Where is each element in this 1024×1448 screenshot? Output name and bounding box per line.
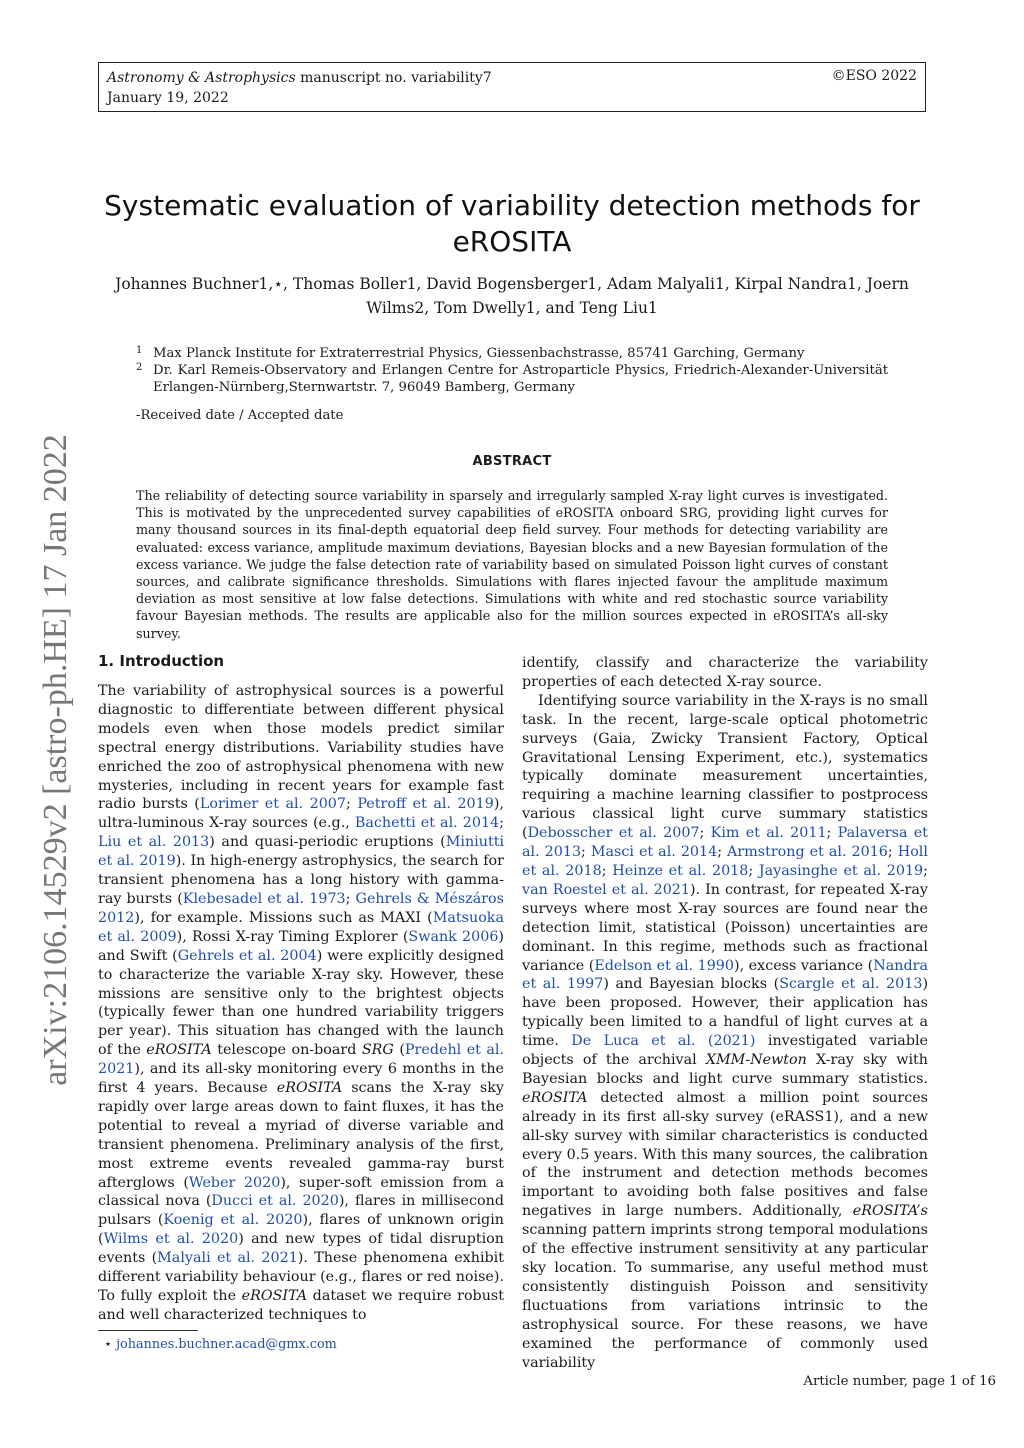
citation-link[interactable]: Nandra et al. 1997 (522, 957, 928, 993)
paper-title: Systematic evaluation of variability detection methods for eROSITA (104, 189, 920, 258)
text-run: ; (499, 815, 504, 832)
manuscript-header-left (107, 68, 492, 108)
citation-link[interactable]: Weber 2020 (188, 1174, 281, 1191)
intro-paragraph-1 (98, 682, 504, 1325)
text-run: ), super-soft emission from a classical nova ( (98, 1174, 505, 1210)
citation-link[interactable]: Wilms et al. 2020 (103, 1231, 239, 1248)
citation-link[interactable]: Armstrong et al. 2016 (727, 844, 888, 861)
copyright: ©ESO 2022 (831, 68, 917, 84)
text-run: scans the X-ray sky rapidly over large areas down to faint fluxes, it has the potential to reveal a myriad of diverse variable and transient phenomena. Preliminary analysis of the first, most extreme events revealed gamma-ray burst afterglows ( (98, 1080, 504, 1191)
author-line-2: Wilms2, Tom Dwelly1, and Teng Liu1 (366, 299, 658, 317)
citation-link[interactable]: Debosscher et al. 2007 (527, 825, 700, 842)
text-run: ), excess variance ( (734, 957, 874, 974)
abstract-text: The reliability of detecting source variability in sparsely and irregularly sampled X-ray light curves is investigated. This is motivated by the unprecedented survey capabilities of eROSITA onboard SRG, providing light curves for many thousand sources in its final-depth equatorial deep field survey. Four methods for detecting variability are evaluated: excess variance, amplitude maximum deviations, Bayesian blocks and a new Bayesian formulation of the excess variance. We judge the false detection rate of variability based on simulated Poisson light curves of constant sources, and calibrate significance thresholds. Simulations with flares injected favour the amplitude maximum deviation as most sensitive at low false detections. Simulations with white and red stochastic source variability favour Bayesian methods. The results are applicable also for the million sources expected in eROSITA’s all-sky survey. (136, 488, 888, 641)
italic-term: eROSITA (241, 1288, 308, 1304)
text-run: ) have been proposed. However, their application has typically been limited to a handful of light curves at a time. (522, 976, 929, 1050)
text-run: ; (601, 862, 613, 879)
citation-link[interactable]: van Roestel et al. 2021 (522, 881, 690, 898)
citation-link[interactable]: Jayasinghe et al. 2019 (758, 862, 924, 879)
text-run: ), and its all-sky monitoring every 6 months in the first 4 years. Because (98, 1061, 504, 1097)
text-run: ) and quasi-periodic eruptions ( (209, 834, 446, 851)
manuscript-date: January 19, 2022 (107, 90, 229, 106)
text-run: ; (699, 825, 711, 842)
text-run: ). In high-energy astrophysics, the search for transient phenomena has a long history with gamma-ray bursts ( (98, 853, 504, 907)
text-run: ), ultra-luminous X-ray sources (e.g., (98, 796, 504, 832)
italic-term: eROSITA’s (852, 1203, 928, 1220)
citation-link[interactable]: Miniutti et al. 2019 (98, 834, 505, 870)
author-line-1: Johannes Buchner1,⋆, Thomas Boller1, David Bogensberger1, Adam Malyali1, Kirpal Nandra1, Joern (115, 275, 909, 293)
citation-link[interactable]: Matsuoka et al. 2009 (98, 909, 504, 945)
text-run: ) and Bayesian blocks ( (603, 976, 780, 993)
citation-link[interactable]: Palaversa et al. 2013 (522, 825, 928, 861)
text-run: ), for example. Missions such as MAXI ( (134, 909, 433, 926)
citation-link[interactable]: Gehrels & Mészáros 2012 (98, 890, 504, 926)
italic-term: SRG (361, 1042, 394, 1059)
footnote-rule (98, 1330, 198, 1331)
text-run: The variability of astrophysical sources is a powerful diagnostic to differentiate between different physical models even when those models predict similar spectral energy distributions. Variability studies have enriched the zoo of astrophysical phenomena with new mysteries, including in recent years for example fast radio bursts ( (98, 683, 504, 813)
text-run: ; (717, 844, 728, 861)
citation-link[interactable]: Masci et al. 2014 (590, 844, 718, 861)
arxiv-stamp: arXiv:2106.14529v2 [astro-ph.HE] 17 Jan 2022 (37, 434, 74, 1086)
journal-name: Astronomy & Astrophysics (107, 70, 296, 86)
italic-term: eROSITA (276, 1080, 343, 1097)
manuscript-header-box (98, 62, 926, 112)
intro-paragraph-2 (522, 692, 928, 1373)
text-run: scanning pattern imprints strong temporal modulations of the effective instrument sensitivity at any particular sky location. To summarise, any useful method must consistently distinguish Poisson and sensitivity fluctuations from variations intrinsic to the astrophysical source. For these reasons, we have examined the performance of commonly used variability (522, 1222, 928, 1371)
received-date: -Received date / Accepted date (136, 408, 344, 423)
citation-link[interactable]: Heinze et al. 2018 (612, 862, 749, 879)
text-run: ). In contrast, for repeated X-ray surveys where most X-ray sources are found near the detection limit, statistical (Poisson) uncertainties are dominant. In this regime, methods such as fractional variance ( (522, 881, 928, 974)
citation-link[interactable]: Predehl et al. 2021 (98, 1042, 505, 1078)
citation-link[interactable]: Petroff et al. 2019 (357, 796, 494, 813)
citation-link[interactable]: Lorimer et al. 2007 (199, 796, 346, 813)
citation-link[interactable]: Swank 2006 (408, 928, 499, 945)
text-run: X-ray sky with Bayesian blocks and light curve summary statistics. (522, 1052, 928, 1087)
text-run: investigated variable objects of the archival (522, 1033, 928, 1069)
citation-link[interactable]: Koenig et al. 2020 (163, 1212, 303, 1229)
text-run: ( (393, 1042, 405, 1059)
affiliation-number: 1 (136, 345, 143, 356)
affiliation-number: 2 (136, 362, 143, 373)
italic-term: eROSITA (146, 1042, 212, 1059)
footnote-marker: ⋆ (104, 1337, 113, 1352)
text-run: ), Rossi X-ray Timing Explorer ( (176, 928, 409, 945)
affiliation-2 (136, 362, 888, 396)
text-run: ; (345, 890, 356, 907)
citation-link[interactable]: Bachetti et al. 2014 (354, 815, 500, 832)
right-column (522, 654, 928, 1372)
affiliation-text: Max Planck Institute for Extraterrestrial Physics, Giessenbachstrasse, 85741 Garching, Germany (153, 346, 805, 361)
citation-link[interactable]: Kim et al. 2011 (710, 825, 827, 842)
text-run: ) and Swift ( (98, 928, 504, 964)
abstract-heading: ABSTRACT (472, 454, 552, 469)
intro-paragraph-continued: identify, classify and characterize the variability properties of each detected X-ray source. (522, 655, 928, 690)
text-run: ) were explicitly designed to characterize the variable X-ray sky. However, these missions are sensitive only to the brightest objects (typically fewer than one hundred variability triggers per year). This situation has changed with the launch of the (98, 947, 504, 1059)
citation-link[interactable]: De Luca et al. (2021) (571, 1033, 756, 1050)
text-run: telescope on-board (211, 1042, 362, 1059)
text-run: dataset we require robust and well characterized techniques to (98, 1288, 504, 1323)
author-email-link[interactable]: johannes.buchner.acad@gmx.com (116, 1337, 337, 1352)
affiliation-1 (136, 345, 888, 362)
italic-term: XMM-Newton (705, 1052, 807, 1069)
affiliation-text: Dr. Karl Remeis-Observatory and Erlangen Centre for Astroparticle Physics, Friedrich-Alexander-Universität Erlangen-Nürnberg,Sternwartstr. 7, 96049 Bamberg, Germany (153, 363, 888, 395)
author-list (98, 272, 926, 320)
citation-link[interactable]: Liu et al. 2013 (98, 834, 210, 851)
text-run: ; (346, 796, 358, 813)
text-run: ; (581, 844, 591, 861)
citation-link[interactable]: Scargle et al. 2013 (779, 976, 923, 993)
text-run: ; (923, 862, 928, 879)
page-footer: Article number, page 1 of 16 (803, 1374, 996, 1389)
text-run: ; (748, 862, 759, 879)
citation-link[interactable]: Holl et al. 2018 (522, 844, 928, 879)
text-run: ). These phenomena exhibit different variability behaviour (e.g., flares or red noise). To fully exploit the (98, 1250, 504, 1304)
citation-link[interactable]: Klebesadel et al. 1973 (182, 890, 346, 907)
text-run: ), flares of unknown origin ( (98, 1212, 504, 1248)
section-heading-introduction: 1. Introduction (98, 652, 225, 670)
text-run: Identifying source variability in the X-rays is no small task. In the recent, large-scale optical photometric surveys (Gaia, Zwicky Transient Factory, Optical Gravitational Lensing Experiment, etc.), systematics typically dominate measurement uncertainties, requiring a machine learning classifier to postprocess various classical light curve summary statistics ( (522, 692, 928, 842)
text-run: ; (826, 825, 838, 842)
citation-link[interactable]: Gehrels et al. 2004 (177, 947, 317, 964)
citation-link[interactable]: Malyali et al. 2021 (157, 1250, 298, 1267)
manuscript-number: manuscript no. variability7 (300, 70, 492, 86)
italic-term: eROSITA (522, 1089, 588, 1106)
text-run: ), flares in millisecond pulsars ( (98, 1193, 504, 1229)
left-column (98, 682, 504, 1325)
text-run: detected almost a million point sources already in its first all-sky survey (eRASS1), and a new all-sky survey with similar characteristics is conducted every 0.5 years. With this many sources, the calibration of the instrument and detection methods becomes important to avoiding both false positives and false negatives in large numbers. Additionally, (522, 1089, 928, 1220)
citation-link[interactable]: Ducci et al. 2020 (211, 1193, 339, 1210)
citation-link[interactable]: Edelson et al. 1990 (594, 957, 734, 974)
text-run: ) and new types of tidal disruption events ( (98, 1231, 504, 1267)
footnote (104, 1337, 337, 1352)
text-run: ; (887, 844, 898, 861)
